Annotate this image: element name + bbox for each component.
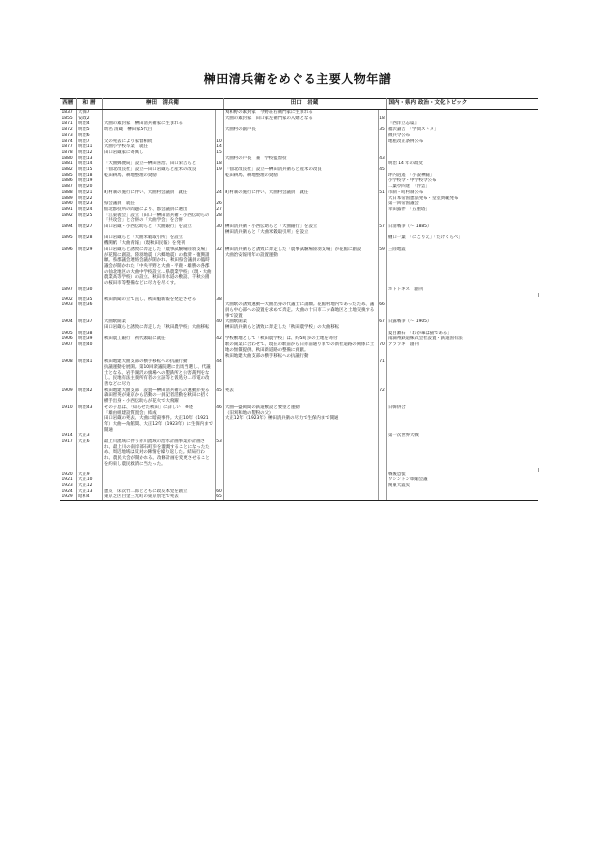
timeline-row: [60, 494, 538, 500]
kanda-event: 「江東義会」設立（田口一榊田清兵衛・小西伝助らの「共攻会」と合併の「大曲学会」を合併: [102, 213, 215, 224]
taguchi-age: 51: [379, 189, 385, 195]
topic-cell: 地租改正条例公布: [388, 138, 424, 144]
header-topics: 国内・県内 政治・文化トピック: [386, 99, 538, 110]
header-row: [60, 99, 538, 110]
kanda-age: 10: [216, 138, 222, 144]
topic-cell: 夏目漱石 「わが輩は猫である」: [388, 330, 452, 336]
year-cell: 1929: [60, 494, 76, 500]
kanda-event: 仙北郡役所の問題により、郡会議員に選出: [102, 207, 215, 213]
kanda-age: 60: [216, 488, 222, 494]
year-cell: 1908: [60, 359, 76, 388]
year-cell: 1887: [60, 184, 76, 190]
year-cell: 1903: [60, 302, 76, 319]
taguchi-age: 70: [378, 342, 386, 359]
topic-cell: 徴兵令公布: [388, 132, 410, 138]
era-cell: 明治12: [76, 150, 102, 156]
era-cell: 明治25: [76, 213, 102, 224]
era-cell: 明治7: [76, 139, 102, 145]
taguchi-event: [223, 359, 378, 388]
year-cell: 1872: [60, 127, 76, 133]
kanda-event: 秋田農工銀行 初代頭取に就任: [102, 336, 215, 342]
kanda-event: 憲友 床次竹二郎とともに政友本党を創立: [102, 489, 215, 495]
kanda-event: 田口岩蔵家に寄寓し: [102, 150, 215, 156]
year-cell: 1897: [60, 287, 76, 293]
topic-cell: アララギ 創刊: [388, 342, 419, 348]
topic-cell: [386, 213, 538, 224]
year-cell: 1902: [60, 297, 76, 303]
era-cell: 明治20: [76, 184, 102, 190]
kanda-event: 父の死去により家督相続: [102, 139, 215, 145]
topic-cell: 坪内逍遥 「小説神髄」: [388, 172, 435, 178]
kanda-event: 「大曲郵便局」設立―榊田喜治、田口栄吉らと: [102, 161, 215, 167]
taguchi-event: 死去: [223, 388, 378, 405]
kanda-event: 乾田耕馬、耕地整理の奨励: [102, 173, 215, 179]
era-cell: 安政2: [76, 116, 102, 122]
year-cell: 1886: [60, 178, 76, 184]
era-cell: 明治30: [76, 287, 102, 293]
taguchi-event: 乾田耕馬、耕地整理の奨励: [223, 173, 378, 179]
topic-cell: [386, 494, 538, 500]
topic-cell: ホトトギス 創刊: [388, 286, 424, 292]
kanda-event: [102, 342, 215, 359]
kanda-age: 46: [215, 405, 223, 434]
year-cell: 1909: [60, 388, 76, 405]
taguchi-event: 榊田清兵衛らと誘致に奔走した「農事試験場陸羽支場」が花館に創設 大曲治安報用年の設置運動: [223, 247, 378, 287]
taguchi-event: 学校敷地として「秋田農学校」は、約5町歩の土地を寄付: [223, 336, 378, 342]
kanda-age: [215, 302, 223, 319]
timeline-row: [60, 319, 538, 330]
topic-cell: [386, 388, 538, 405]
year-cell: 1874: [60, 139, 76, 145]
taguchi-event: 大曲駅開業 榊田清兵衛らと誘致に奔走した「秋田農学校」の大曲移転: [223, 319, 378, 330]
era-cell: 明治35: [76, 297, 102, 303]
kanda-age: 24: [216, 189, 222, 195]
kanda-event: 大曲小学校卒業 就任: [102, 144, 215, 150]
topic-cell: 幸田露伴 「五重塔」: [388, 206, 430, 212]
kanda-age: 42: [216, 336, 222, 342]
topic-cell: 第一回帝国議会: [388, 201, 419, 207]
topic-cell: 二葉亭四迷 「浮雲」: [388, 184, 430, 190]
year-cell: 1920: [60, 472, 76, 478]
topic-cell: [386, 359, 538, 388]
year-cell: 1894: [60, 224, 76, 235]
era-cell: 明治19: [76, 178, 102, 184]
kanda-age: [215, 235, 223, 246]
era-cell: 大正6: [76, 439, 102, 468]
kanda-age: [215, 342, 223, 359]
year-cell: 1914: [60, 433, 76, 439]
year-cell: 1906: [60, 336, 76, 342]
era-cell: 大正3: [76, 433, 102, 439]
kanda-event: 大曲駅開業 田口岩蔵らと誘致に奔走した「秋田農学校」大曲移転: [102, 319, 215, 330]
taguchi-age: [378, 494, 386, 500]
taguchi-age: [378, 235, 386, 246]
year-cell: 1923: [60, 483, 76, 489]
timeline-row: [60, 224, 538, 235]
era-cell: 明治42: [76, 388, 102, 405]
topic-cell: 大日本帝国憲法発布・皇室典範発布: [388, 195, 459, 201]
taguchi-age: 35: [379, 127, 385, 133]
kanda-event: 秋田新聞の立て直し、秋田魁新報を発足させる: [102, 297, 215, 303]
topic-cell: 明治 14 年の政変: [388, 161, 423, 167]
taguchi-age: [378, 213, 386, 224]
topic-cell: [386, 439, 538, 468]
era-cell: 明治14: [76, 161, 102, 167]
taguchi-age: 67: [378, 319, 386, 330]
topic-cell: 市制・町村制公布: [388, 189, 424, 195]
kanda-event: 田口岩蔵らと「大曲米穀取引所」を設立 機関紙「大曲青報」（現秋田民報）を発刊: [102, 235, 215, 246]
taguchi-age: 72: [378, 388, 386, 405]
taguchi-age: [378, 405, 386, 434]
timeline-body: [60, 110, 538, 501]
taguchi-age: 71: [378, 359, 386, 388]
topic-cell: 福沢諭吉 「学問スヽメ」: [388, 127, 439, 133]
year-cell: 1855: [60, 116, 76, 122]
taguchi-event: 大曲村の戸長 兼 学校監督役: [223, 156, 378, 162]
timeline-row: [60, 388, 538, 405]
kanda-event: 最上川流域に伴う赤川流域の治水計画事業が計画され、最上川の南岸部石町歩を灌漑することになったため、周辺地域は反対の陳情を繰り返した。結局行われ、農民大会が開かれる。改修計画を変更させることを約束し農民救済に当たった。: [102, 439, 215, 468]
topic-cell: 日清戦争（～ 1885）: [388, 224, 432, 230]
header-taguchi: 田口 岩蔵: [223, 99, 386, 110]
era-cell: 明治24: [76, 207, 102, 213]
taguchi-event: 榊田清兵衛・小西伝助らと「大曲銀行」を設立 榊田清兵衛らと「大曲米穀取引所」を設立: [223, 224, 378, 235]
kanda-age: 53: [215, 439, 223, 468]
era-cell: 明治40: [76, 342, 102, 359]
taguchi-event: 刈和野の素封家 今野荘右衛門家に生まれる: [223, 110, 378, 116]
era-cell: 明治29: [76, 247, 102, 287]
timeline-row: [60, 405, 538, 434]
taguchi-event: 町村制の施行に伴い、大曲村会議員 就任: [223, 190, 378, 196]
kanda-event: 町村制の施行に伴い、大曲村会議員 就任: [102, 190, 215, 196]
year-cell: 1885: [60, 173, 76, 179]
year-cell: 1917: [60, 439, 76, 468]
year-cell: 1910: [60, 405, 76, 434]
year-cell: 1877: [60, 144, 76, 150]
era-cell: 明治38: [76, 331, 102, 337]
kanda-event: 秋田地建大曲支部の横手移転への抗議行動 抗議運動を展開。第10回衆議院選に出馬当選し、代議士となる。岩手湖沢の旗場への製鉄所と公害裁判をなし。民地有法主義所有者の立証等と仮処分…市電の改善などに尽力: [102, 359, 215, 388]
year-cell: 1888: [60, 190, 76, 196]
taguchi-age: 45: [379, 167, 385, 173]
year-cell: 1873: [60, 133, 76, 139]
timeline-row: [60, 359, 538, 388]
era-cell: 明治23: [76, 201, 102, 207]
era-cell: 大正9: [76, 472, 102, 478]
year-cell: 1889: [60, 196, 76, 202]
era-cell: 明治6: [76, 133, 102, 139]
topic-cell: ワシントン軍縮会議: [388, 477, 428, 483]
year-cell: 1882: [60, 167, 76, 173]
taguchi-event: 駅の開業に合わせて、現在の駅前から日赤前通りまでの新社道路の関係に土地の無償提供、秋田新道路の整備に貢献。 秋田地建大曲支部の横手移転への抗議行動: [223, 342, 378, 359]
kanda-age: 65: [216, 494, 222, 500]
header-era: 和 暦: [76, 99, 102, 110]
taguchi-age: 66: [378, 302, 386, 319]
timeline-row: [60, 235, 538, 246]
year-cell: 1921: [60, 477, 76, 483]
taguchi-age: 59: [378, 247, 386, 287]
topic-cell: 日韓併合: [388, 404, 406, 410]
kanda-event: 田口岩蔵・小西伝助らと「大曲銀行」を設立: [102, 224, 215, 235]
year-cell: 1892: [60, 213, 76, 224]
topic-cell: 南満州鉄道株式会社設置・鉄道国有法: [388, 336, 463, 342]
taguchi-age: 57: [378, 224, 386, 235]
era-cell: 明治11: [76, 144, 102, 150]
era-cell: 天保7: [76, 110, 102, 116]
taguchi-event: 大曲の素封家 田口家左衛門家の入婿となる: [223, 116, 378, 122]
era-cell: 大正12: [76, 483, 102, 489]
era-cell: 明治27: [76, 224, 102, 235]
kanda-event: [102, 302, 215, 319]
kanda-age: 15: [216, 149, 222, 155]
kanda-age: 44: [215, 359, 223, 388]
era-cell: 明治18: [76, 173, 102, 179]
kanda-age: 27: [216, 206, 222, 212]
taguchi-event: 大曲駅の誘致運動―大曲出身の代議士に請願。花館村地内であったため、議員ら中心部への設置を求めて奔走。大曲の十日市二ッ森地区と土地交換する事で設置: [223, 302, 378, 319]
taguchi-age: [378, 439, 386, 468]
kanda-event: 秋田地建大曲支部 設置―榊田清兵衛らの運動が実る 森田智英が東京から活動の一員記者活動を秋田に招く 横手出身・小西伝助らが花火で大飛躍: [102, 388, 215, 405]
taguchi-event: [223, 494, 378, 500]
kanda-event: その子息は、「知らせた秋田」に詳しい ※述 「雄由組建設質置会」結成 田口岩蔵の死去、大曲に暗殺事件。大正10年（1921年）大曲―角館間、大正12年（1923年）に生保内まで開通: [102, 405, 215, 434]
kanda-event: 大曲の素封家 榊田清兵衛家に生まれる: [102, 121, 215, 127]
kanda-event: 県会議員 就任: [102, 201, 215, 207]
kanda-event: 幼名 清蔵 榊田家5代目: [102, 127, 215, 133]
era-cell: 明治4: [76, 121, 102, 127]
era-cell: 明治21: [76, 190, 102, 196]
era-cell: 明治43: [76, 405, 102, 434]
year-cell: 1895: [60, 235, 76, 246]
taguchi-age: 18: [379, 115, 385, 121]
kanda-event: 「仙北改良社」設立―田口岩蔵らと産米の改良: [102, 167, 215, 173]
year-cell: 1924: [60, 489, 76, 495]
topic-cell: 『西洋立志篇』: [388, 121, 419, 127]
kanda-age: 26: [216, 201, 222, 207]
header-year: 西暦: [60, 99, 76, 110]
year-cell: 1891: [60, 207, 76, 213]
kanda-age: 19: [216, 167, 222, 173]
topic-cell: 第一次世界大戦: [388, 433, 419, 439]
kanda-age: 32: [215, 247, 223, 287]
era-cell: 明治28: [76, 235, 102, 246]
era-cell: 明治37: [76, 319, 102, 330]
year-cell: 1880: [60, 156, 76, 162]
year-cell: 1907: [60, 342, 76, 359]
kanda-age: 14: [216, 144, 222, 150]
topic-cell: 小学校令・中学校令公布: [388, 178, 437, 184]
year-cell: 1905: [60, 331, 76, 337]
topic-cell: [386, 302, 538, 319]
year-cell: 1837: [60, 110, 76, 116]
era-cell: 明治39: [76, 336, 102, 342]
kanda-age: 45: [215, 388, 223, 405]
era-cell: 明治36: [76, 302, 102, 319]
era-cell: 明治22: [76, 196, 102, 202]
timeline-row: [60, 439, 538, 468]
topic-cell: 三陸地震: [388, 246, 406, 252]
topic-cell: 日露戦争（～ 1905）: [388, 319, 432, 325]
page-title: 榊田清兵衛をめぐる主要人物年譜: [203, 72, 392, 86]
timeline-row: [60, 302, 538, 319]
era-cell: 大正10: [76, 477, 102, 483]
kanda-event: 東京芝区白金三光町の東京別宅で死去: [102, 494, 215, 500]
taguchi-event: 大曲村の副戸長: [223, 127, 378, 133]
topic-cell: 樋口一葉 「にごりえ」「たけくらべ」: [388, 235, 463, 241]
kanda-age: 18: [216, 161, 222, 167]
kanda-age: 40: [215, 319, 223, 330]
taguchi-event: [223, 439, 378, 468]
taguchi-event: [223, 213, 378, 224]
taguchi-event: [223, 235, 378, 246]
year-cell: 1871: [60, 121, 76, 127]
taguchi-event: 「仙北改良社」設立―榊田清兵衛らと産米の改良: [223, 167, 378, 173]
year-cell: 1896: [60, 247, 76, 287]
kanda-event: 田口岩蔵らと誘致に奔走した「農事試験場陸羽支場」が花館に創設。陸羽地震（六郷地震）の救済・復興請願。県郡議会連絡会議が開かれ、秋田県会議員の臨時議会が開かれた「中央平野と大曲・平鹿・雄勝の各郡の仙北地区の大曲中学校設立…県農業学校」（現・大曲農業高等学校）の設立、秋田市水道の敷設、千秋公園の桜田市等整備などに尽力を尽くす。: [102, 247, 215, 287]
timeline-row: [60, 342, 538, 359]
year-cell: 1904: [60, 319, 76, 330]
year-cell: 1890: [60, 201, 76, 207]
taguchi-age: 43: [379, 155, 385, 161]
timeline-row: [60, 213, 538, 224]
kanda-age: 38: [216, 296, 222, 302]
era-cell: 明治15: [76, 167, 102, 173]
kanda-age: 28: [215, 213, 223, 224]
topic-cell: 関東大震災: [388, 483, 410, 488]
timeline-table: [60, 98, 539, 501]
era-cell: 明治41: [76, 359, 102, 388]
era-cell: 昭和4: [76, 494, 102, 500]
era-cell: 明治5: [76, 127, 102, 133]
year-cell: 1881: [60, 161, 76, 167]
taguchi-event: 大曲―盛岡間の鉄道敷設と要望と運動 （旧刈和地の製粉の父） 大正12年（1923年）榊田清兵衛の尽力で生保内まで開通: [223, 405, 378, 434]
kanda-age: 30: [215, 224, 223, 235]
year-cell: 1878: [60, 150, 76, 156]
timeline-row: [60, 247, 538, 287]
topic-cell: 戦後恐慌: [388, 471, 406, 477]
era-cell: 大正13: [76, 489, 102, 495]
header-kanda: 榊田 清兵衛: [102, 99, 223, 110]
era-cell: 明治13: [76, 156, 102, 162]
